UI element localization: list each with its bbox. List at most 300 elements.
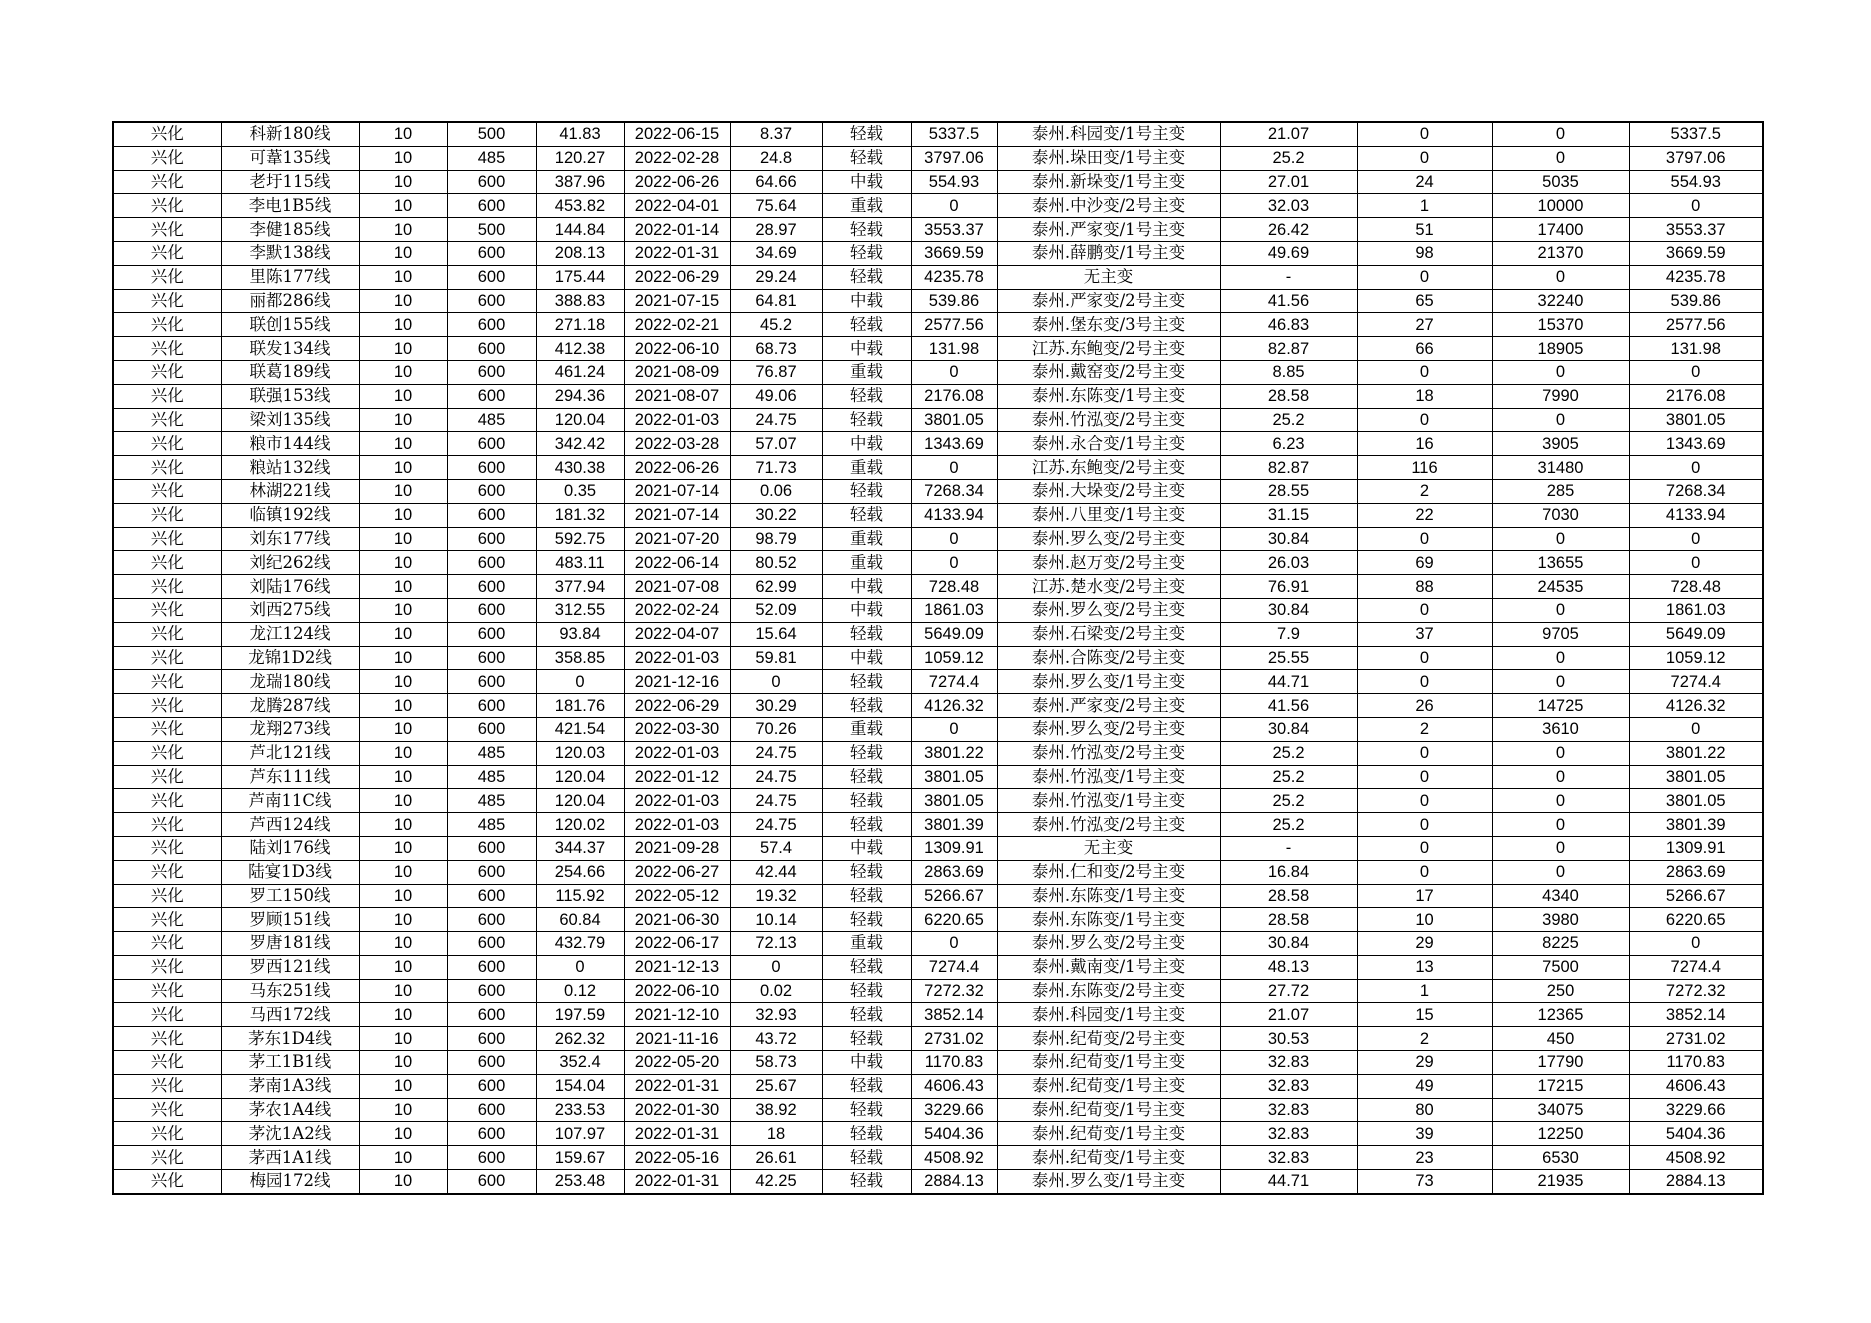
table-cell: 2022-01-03 — [624, 408, 730, 432]
table-cell: 兴化 — [113, 884, 221, 908]
table-cell: 10 — [359, 527, 447, 551]
table-cell: 62.99 — [730, 575, 822, 599]
table-cell: 42.25 — [730, 1170, 822, 1194]
table-cell: 林湖221线 — [221, 479, 359, 503]
table-cell: 泰州.纪荀变/1号主变 — [997, 1051, 1220, 1075]
table-cell: 轻载 — [822, 1027, 911, 1051]
table-row — [113, 1051, 1763, 1075]
table-cell: 兴化 — [113, 598, 221, 622]
table-cell: 21.07 — [1220, 1003, 1357, 1027]
table-cell: 芦南11C线 — [221, 789, 359, 813]
table-cell: 32.83 — [1220, 1098, 1357, 1122]
table-cell: 陆宴1D3线 — [221, 860, 359, 884]
table-cell: 30.84 — [1220, 717, 1357, 741]
table-cell: 兴化 — [113, 670, 221, 694]
table-cell: 江苏.东鲍变/2号主变 — [997, 456, 1220, 480]
table-cell: 2022-02-24 — [624, 598, 730, 622]
table-cell: 57.4 — [730, 836, 822, 860]
table-cell: 泰州.堡东变/3号主变 — [997, 313, 1220, 337]
table-cell: 芦东111线 — [221, 765, 359, 789]
table-cell: 兴化 — [113, 241, 221, 265]
table-row — [113, 170, 1763, 194]
table-cell: 兴化 — [113, 289, 221, 313]
table-cell: 10 — [359, 908, 447, 932]
table-cell: 32.83 — [1220, 1051, 1357, 1075]
table-cell: 76.91 — [1220, 575, 1357, 599]
table-cell: 0 — [1492, 813, 1629, 837]
table-cell: 485 — [447, 408, 536, 432]
table-cell: 3905 — [1492, 432, 1629, 456]
table-cell: 10 — [359, 884, 447, 908]
table-cell: 4606.43 — [1629, 1074, 1763, 1098]
table-cell: 3797.06 — [1629, 146, 1763, 170]
table-cell: 泰州.垛田变/1号主变 — [997, 146, 1220, 170]
table-cell: 352.4 — [536, 1051, 624, 1075]
table-cell: 中载 — [822, 337, 911, 361]
table-cell: 1343.69 — [1629, 432, 1763, 456]
table-cell: 6.23 — [1220, 432, 1357, 456]
table-cell: 73 — [1357, 1170, 1492, 1194]
table-cell: 2021-12-10 — [624, 1003, 730, 1027]
table-cell: 28.58 — [1220, 384, 1357, 408]
table-cell: 中载 — [822, 1051, 911, 1075]
table-cell: 120.04 — [536, 408, 624, 432]
table-cell: 253.48 — [536, 1170, 624, 1194]
table-cell: 233.53 — [536, 1098, 624, 1122]
table-cell: 2022-06-14 — [624, 551, 730, 575]
table-cell: 8225 — [1492, 932, 1629, 956]
table-cell: 24.8 — [730, 146, 822, 170]
table-row — [113, 1122, 1763, 1146]
table-cell: 泰州.竹泓变/2号主变 — [997, 741, 1220, 765]
table-cell: 4508.92 — [911, 1146, 997, 1170]
table-cell: 120.03 — [536, 741, 624, 765]
table-cell: 泰州.合陈变/2号主变 — [997, 646, 1220, 670]
table-cell: 茅工1B1线 — [221, 1051, 359, 1075]
table-cell: 临镇192线 — [221, 503, 359, 527]
table-cell: 600 — [447, 1170, 536, 1194]
table-cell: 17790 — [1492, 1051, 1629, 1075]
table-cell: 10 — [359, 575, 447, 599]
table-cell: 13 — [1357, 955, 1492, 979]
table-cell: 29 — [1357, 932, 1492, 956]
table-cell: 轻载 — [822, 146, 911, 170]
table-cell: 2176.08 — [911, 384, 997, 408]
table-cell: 茅农1A4线 — [221, 1098, 359, 1122]
table-cell: 7.9 — [1220, 622, 1357, 646]
table-cell: 0 — [911, 527, 997, 551]
table-cell: 16 — [1357, 432, 1492, 456]
table-cell: 32.83 — [1220, 1074, 1357, 1098]
table-cell: 兴化 — [113, 1074, 221, 1098]
table-cell: 兴化 — [113, 479, 221, 503]
table-cell: 25.2 — [1220, 789, 1357, 813]
table-cell: 兴化 — [113, 1027, 221, 1051]
table-row — [113, 598, 1763, 622]
table-cell: 76.87 — [730, 360, 822, 384]
table-cell: 32.83 — [1220, 1122, 1357, 1146]
table-cell: 600 — [447, 384, 536, 408]
table-cell: 可葦135线 — [221, 146, 359, 170]
table-cell: 17 — [1357, 884, 1492, 908]
table-cell: 37 — [1357, 622, 1492, 646]
table-cell: 罗唐181线 — [221, 932, 359, 956]
table-cell: 重载 — [822, 360, 911, 384]
table-cell: 181.32 — [536, 503, 624, 527]
table-cell: 李健185线 — [221, 218, 359, 242]
table-row — [113, 765, 1763, 789]
table-cell: 0 — [911, 932, 997, 956]
table-cell: 10000 — [1492, 194, 1629, 218]
table-cell: 泰州.戴南变/1号主变 — [997, 955, 1220, 979]
table-cell: 中载 — [822, 836, 911, 860]
table-cell: 10 — [359, 789, 447, 813]
table-cell: 22 — [1357, 503, 1492, 527]
table-cell: 728.48 — [911, 575, 997, 599]
table-cell: 3801.05 — [1629, 765, 1763, 789]
table-cell: 泰州.纪荀变/1号主变 — [997, 1098, 1220, 1122]
table-row — [113, 146, 1763, 170]
table-row — [113, 551, 1763, 575]
table-cell: 泰州.严家变/1号主变 — [997, 218, 1220, 242]
table-cell: 21.07 — [1220, 122, 1357, 146]
table-cell: 10 — [359, 836, 447, 860]
table-cell: 10 — [359, 313, 447, 337]
table-cell: 7272.32 — [1629, 979, 1763, 1003]
table-cell: 0 — [1357, 646, 1492, 670]
table-cell: 2022-01-31 — [624, 1074, 730, 1098]
table-cell: 592.75 — [536, 527, 624, 551]
table-cell: 罗西121线 — [221, 955, 359, 979]
table-cell: 21935 — [1492, 1170, 1629, 1194]
table-cell: 0 — [730, 670, 822, 694]
table-cell: 554.93 — [1629, 170, 1763, 194]
table-cell: 19.32 — [730, 884, 822, 908]
table-cell: 10 — [359, 408, 447, 432]
table-cell: 粮市144线 — [221, 432, 359, 456]
table-cell: 2 — [1357, 479, 1492, 503]
table-cell: 107.97 — [536, 1122, 624, 1146]
table-cell: 197.59 — [536, 1003, 624, 1027]
table-cell: 32.83 — [1220, 1146, 1357, 1170]
table-cell: 0 — [911, 194, 997, 218]
table-cell: 131.98 — [911, 337, 997, 361]
table-cell: 兴化 — [113, 527, 221, 551]
table-row — [113, 456, 1763, 480]
table-cell: 0 — [1492, 360, 1629, 384]
table-cell: 10 — [359, 146, 447, 170]
table-cell: 兴化 — [113, 955, 221, 979]
table-cell: 2176.08 — [1629, 384, 1763, 408]
table-cell: 294.36 — [536, 384, 624, 408]
table-cell: 10 — [359, 1051, 447, 1075]
table-row — [113, 313, 1763, 337]
table-cell: 2022-06-29 — [624, 694, 730, 718]
table-cell: 0 — [1492, 765, 1629, 789]
table-cell: 15 — [1357, 1003, 1492, 1027]
table-cell: 兴化 — [113, 551, 221, 575]
table-cell: 80 — [1357, 1098, 1492, 1122]
table-cell: 兴化 — [113, 360, 221, 384]
table-cell: 600 — [447, 908, 536, 932]
table-cell: 30.53 — [1220, 1027, 1357, 1051]
table-cell: 49 — [1357, 1074, 1492, 1098]
table-cell: 52.09 — [730, 598, 822, 622]
table-cell: 兴化 — [113, 765, 221, 789]
table-cell: 12250 — [1492, 1122, 1629, 1146]
table-cell: 600 — [447, 836, 536, 860]
table-cell: 483.11 — [536, 551, 624, 575]
table-cell: 3669.59 — [1629, 241, 1763, 265]
table-cell: 0 — [1357, 598, 1492, 622]
table-row — [113, 1098, 1763, 1122]
table-cell: 3553.37 — [1629, 218, 1763, 242]
table-cell: 兴化 — [113, 408, 221, 432]
table-cell: 600 — [447, 622, 536, 646]
table-cell: 1 — [1357, 979, 1492, 1003]
table-cell: 600 — [447, 860, 536, 884]
table-cell: 李默138线 — [221, 241, 359, 265]
table-cell: 2021-06-30 — [624, 908, 730, 932]
table-cell: 泰州.中沙变/2号主变 — [997, 194, 1220, 218]
table-cell: 600 — [447, 575, 536, 599]
table-cell: 兴化 — [113, 717, 221, 741]
table-cell: 中载 — [822, 646, 911, 670]
table-cell: 0 — [536, 955, 624, 979]
table-row — [113, 694, 1763, 718]
table-row — [113, 432, 1763, 456]
table-row — [113, 1074, 1763, 1098]
table-row — [113, 384, 1763, 408]
table-cell: 208.13 — [536, 241, 624, 265]
table-cell: 600 — [447, 527, 536, 551]
table-row — [113, 717, 1763, 741]
table-cell: 5337.5 — [911, 122, 997, 146]
data-table — [112, 121, 1764, 1195]
table-cell: 2021-07-20 — [624, 527, 730, 551]
table-cell: 轻载 — [822, 313, 911, 337]
table-cell: 10 — [359, 194, 447, 218]
table-cell: 13655 — [1492, 551, 1629, 575]
table-cell: 兴化 — [113, 1122, 221, 1146]
table-cell: 70.26 — [730, 717, 822, 741]
table-cell: 2022-06-15 — [624, 122, 730, 146]
table-cell: 116 — [1357, 456, 1492, 480]
table-cell: 10 — [359, 1146, 447, 1170]
table-cell: 57.07 — [730, 432, 822, 456]
table-cell: 0 — [1629, 194, 1763, 218]
table-cell: 24535 — [1492, 575, 1629, 599]
table-cell: 3669.59 — [911, 241, 997, 265]
table-cell: 老圩115线 — [221, 170, 359, 194]
table-cell: 10 — [359, 932, 447, 956]
table-cell: 29 — [1357, 1051, 1492, 1075]
table-cell: 无主变 — [997, 265, 1220, 289]
table-cell: 重载 — [822, 717, 911, 741]
table-cell: 泰州.石梁变/2号主变 — [997, 622, 1220, 646]
table-cell: 泰州.永合变/1号主变 — [997, 432, 1220, 456]
table-cell: 兴化 — [113, 337, 221, 361]
table-cell: 兴化 — [113, 932, 221, 956]
table-cell: 茅沈1A2线 — [221, 1122, 359, 1146]
table-cell: 120.04 — [536, 789, 624, 813]
table-cell: 轻载 — [822, 884, 911, 908]
table-cell: 0 — [1357, 408, 1492, 432]
table-row — [113, 789, 1763, 813]
table-cell: 2022-02-28 — [624, 146, 730, 170]
table-cell: 3801.05 — [911, 408, 997, 432]
table-cell: 2022-04-07 — [624, 622, 730, 646]
table-cell: 600 — [447, 1122, 536, 1146]
table-cell: 兴化 — [113, 313, 221, 337]
table-cell: 28.55 — [1220, 479, 1357, 503]
table-cell: 600 — [447, 265, 536, 289]
table-cell: 10 — [359, 1027, 447, 1051]
table-cell: 5649.09 — [1629, 622, 1763, 646]
table-cell: 485 — [447, 765, 536, 789]
table-cell: 轻载 — [822, 741, 911, 765]
table-cell: 轻载 — [822, 241, 911, 265]
table-cell: 0 — [1492, 860, 1629, 884]
table-cell: 485 — [447, 789, 536, 813]
table-cell: 10 — [1357, 908, 1492, 932]
table-cell: 18 — [1357, 384, 1492, 408]
table-cell: 2863.69 — [1629, 860, 1763, 884]
table-cell: 科新180线 — [221, 122, 359, 146]
table-cell: 泰州.罗么变/2号主变 — [997, 932, 1220, 956]
table-cell: 0 — [911, 717, 997, 741]
table-cell: 里陈177线 — [221, 265, 359, 289]
table-cell: 2022-05-20 — [624, 1051, 730, 1075]
table-cell: 兴化 — [113, 432, 221, 456]
table-cell: 32240 — [1492, 289, 1629, 313]
table-cell: 2022-06-17 — [624, 932, 730, 956]
table-cell: 陆刘176线 — [221, 836, 359, 860]
table-cell: 16.84 — [1220, 860, 1357, 884]
table-cell: 0 — [1357, 122, 1492, 146]
table-cell: 600 — [447, 289, 536, 313]
table-cell: 500 — [447, 218, 536, 242]
table-cell: 2022-06-10 — [624, 979, 730, 1003]
table-cell: 2022-04-01 — [624, 194, 730, 218]
table-cell: 4133.94 — [1629, 503, 1763, 527]
table-cell: 271.18 — [536, 313, 624, 337]
table-cell: 罗工150线 — [221, 884, 359, 908]
table-cell: 0 — [1492, 527, 1629, 551]
table-cell: 7274.4 — [1629, 955, 1763, 979]
table-cell: 泰州.竹泓变/1号主变 — [997, 789, 1220, 813]
table-cell: 120.27 — [536, 146, 624, 170]
table-cell: 2022-06-29 — [624, 265, 730, 289]
table-cell: 轻载 — [822, 384, 911, 408]
table-cell: 0 — [1629, 360, 1763, 384]
table-cell: 2021-11-16 — [624, 1027, 730, 1051]
table-cell: 兴化 — [113, 908, 221, 932]
table-cell: 600 — [447, 456, 536, 480]
table-cell: 39 — [1357, 1122, 1492, 1146]
table-cell: 刘东177线 — [221, 527, 359, 551]
table-cell: 轻载 — [822, 218, 911, 242]
table-cell: 7500 — [1492, 955, 1629, 979]
table-cell: 轻载 — [822, 622, 911, 646]
table-cell: 15.64 — [730, 622, 822, 646]
table-cell: 461.24 — [536, 360, 624, 384]
table-cell: 15370 — [1492, 313, 1629, 337]
table-cell: 2022-06-10 — [624, 337, 730, 361]
table-cell: 2 — [1357, 717, 1492, 741]
table-cell: 2577.56 — [1629, 313, 1763, 337]
table-cell: 龙江124线 — [221, 622, 359, 646]
table-cell: 兴化 — [113, 194, 221, 218]
table-row — [113, 1003, 1763, 1027]
table-cell: 2022-01-31 — [624, 241, 730, 265]
table-cell: 600 — [447, 1003, 536, 1027]
table-cell: 茅南1A3线 — [221, 1074, 359, 1098]
table-cell: 88 — [1357, 575, 1492, 599]
table-cell: 轻载 — [822, 503, 911, 527]
table-cell: 泰州.东陈变/2号主变 — [997, 979, 1220, 1003]
table-row — [113, 979, 1763, 1003]
table-cell: 泰州.东陈变/1号主变 — [997, 884, 1220, 908]
table-cell: 轻载 — [822, 1074, 911, 1098]
table-cell: 358.85 — [536, 646, 624, 670]
table-cell: 26.42 — [1220, 218, 1357, 242]
table-cell: 0 — [1492, 598, 1629, 622]
table-cell: 兴化 — [113, 146, 221, 170]
table-cell: 0.02 — [730, 979, 822, 1003]
table-cell: 28.97 — [730, 218, 822, 242]
table-row — [113, 194, 1763, 218]
table-cell: 3801.05 — [911, 789, 997, 813]
table-cell: 25.2 — [1220, 146, 1357, 170]
table-cell: 3797.06 — [911, 146, 997, 170]
table-cell: 兴化 — [113, 1170, 221, 1194]
table-cell: 0 — [1357, 765, 1492, 789]
table-cell: 9705 — [1492, 622, 1629, 646]
table-cell: 0 — [1492, 741, 1629, 765]
table-cell: 377.94 — [536, 575, 624, 599]
table-cell: 兴化 — [113, 646, 221, 670]
table-cell: 2021-08-09 — [624, 360, 730, 384]
table-cell: 41.56 — [1220, 694, 1357, 718]
table-cell: 泰州.罗么变/2号主变 — [997, 598, 1220, 622]
table-cell: 421.54 — [536, 717, 624, 741]
table-cell: 轻载 — [822, 122, 911, 146]
table-cell: 1861.03 — [1629, 598, 1763, 622]
table-cell: 泰州.竹泓变/2号主变 — [997, 813, 1220, 837]
table-cell: 600 — [447, 241, 536, 265]
table-cell: 芦北121线 — [221, 741, 359, 765]
table-cell: 2022-06-26 — [624, 456, 730, 480]
table-cell: 马西172线 — [221, 1003, 359, 1027]
table-row — [113, 527, 1763, 551]
table-cell: 茅西1A1线 — [221, 1146, 359, 1170]
table-cell: 0 — [1357, 836, 1492, 860]
table-cell: 联强153线 — [221, 384, 359, 408]
table-cell: 5404.36 — [911, 1122, 997, 1146]
table-cell: 24.75 — [730, 789, 822, 813]
table-cell: 12365 — [1492, 1003, 1629, 1027]
table-cell: 1059.12 — [911, 646, 997, 670]
table-cell: 539.86 — [911, 289, 997, 313]
table-row — [113, 622, 1763, 646]
table-cell: 728.48 — [1629, 575, 1763, 599]
table-cell: 2022-01-12 — [624, 765, 730, 789]
table-cell: 120.04 — [536, 765, 624, 789]
table-cell: 5337.5 — [1629, 122, 1763, 146]
table-cell: 82.87 — [1220, 456, 1357, 480]
table-cell: 2731.02 — [911, 1027, 997, 1051]
